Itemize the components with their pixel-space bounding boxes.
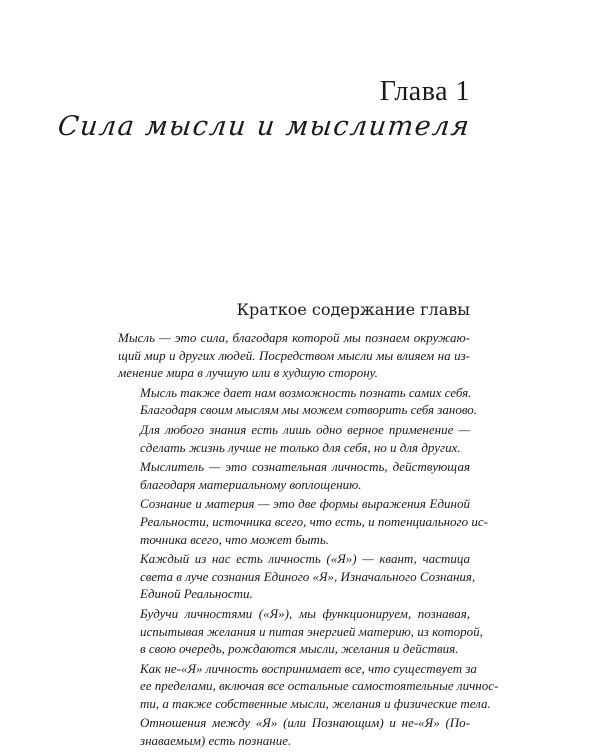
text-line: Благодаря своим мыслям мы можем сотворить себя заново.	[140, 402, 478, 418]
text-line: Будучи личностями («Я»), мы функционируем, познавая,	[140, 605, 470, 621]
text-line: Отношения между «Я» (или Познающим) и не-«Я» (По-	[140, 715, 470, 731]
text-line: Реальности, источника всего, что есть, и потенциального ис-	[140, 513, 488, 529]
text-line: испытывая желания и питая энергией материю, из которой,	[140, 623, 483, 639]
summary-paragraph	[118, 384, 478, 419]
text-line: ти, а также собственные мысли, желания и физические тела.	[140, 695, 491, 711]
summary-paragraph	[118, 714, 470, 749]
summary-body	[118, 329, 499, 752]
text-line: в свою очередь, рождаются мысли, желания и действия.	[140, 641, 459, 657]
summary-paragraph	[118, 421, 470, 456]
summary-paragraph	[118, 550, 476, 603]
text-line: ее пределами, включая все остальные самостоятельные личнос-	[140, 678, 499, 694]
chapter-title: Сила мысли и мыслителя	[56, 111, 472, 142]
text-line: сделать жизнь лучше не только для себя, но и для других.	[140, 439, 461, 455]
text-line: Для любого знания есть лишь одно верное применение —	[140, 421, 470, 437]
summary-paragraph	[118, 660, 499, 713]
text-line: знаваемым) есть познание.	[140, 733, 292, 749]
summary-paragraph	[118, 495, 488, 548]
text-line: света в луче сознания Единого «Я», Изначального Сознания,	[140, 568, 476, 584]
text-line: Каждый из нас есть личность («Я») — квант, частица	[140, 551, 470, 567]
text-line: Мыслитель — это сознательная личность, действующая	[140, 459, 470, 475]
text-line: точника всего, что может быть.	[140, 531, 329, 547]
text-line: благодаря материальному воплощению.	[140, 476, 362, 492]
text-line: щий мир и других людей. Посредством мысли мы влияем на из-	[118, 347, 470, 363]
summary-heading: Краткое содержание главы	[236, 300, 470, 319]
text-line: Мысль — это сила, благодаря которой мы познаем окружаю-	[118, 330, 470, 345]
chapter-number: Глава 1	[379, 76, 470, 107]
text-line: менение мира в лучшую или в худшую сторону.	[118, 365, 378, 381]
text-line: Как не-«Я» личность воспринимает все, что существует за	[140, 660, 477, 676]
text-line: Мысль также дает нам возможность познать самих себя.	[140, 384, 472, 400]
text-line: Сознание и материя — это две формы выражения Единой	[140, 496, 470, 512]
text-line: Единой Реальности.	[140, 586, 253, 602]
summary-paragraph	[118, 605, 483, 658]
summary-paragraph	[118, 458, 470, 493]
summary-paragraph	[118, 329, 470, 382]
